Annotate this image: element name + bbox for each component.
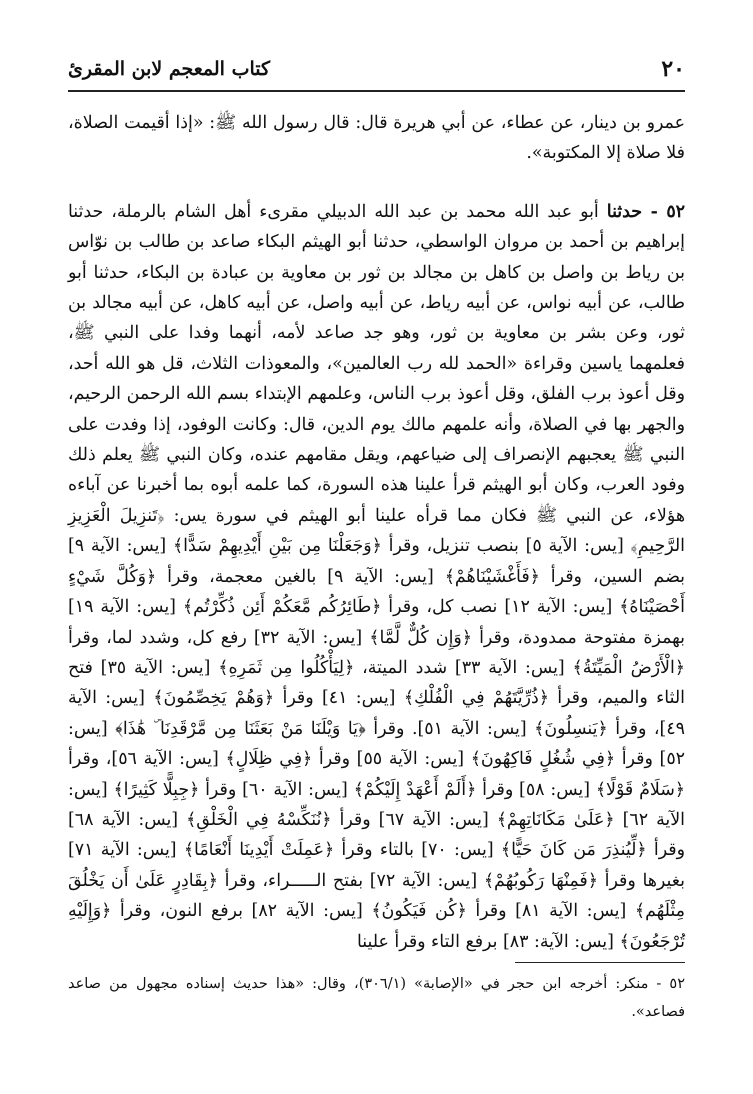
footnote-divider — [515, 962, 685, 963]
hadith-paragraph — [68, 197, 685, 957]
running-title: كتاب المعجم لابن المقرئ — [68, 58, 271, 80]
hadith-number: ٥٢ - حدثنا — [606, 201, 686, 222]
footnote-text: ٥٢ - منكر: أخرجه ابن حجر في «الإصابة» (٣٠٦/١)، وقال: «هذا حديث إسناده مجهول من صاعد فصاعد». — [68, 976, 685, 1020]
page-header — [68, 50, 685, 92]
page-number: ٢٠ — [661, 56, 685, 82]
continuation-paragraph: عمرو بن دينار، عن عطاء، عن أبي هريرة قال: قال رسول الله ﷺ: «إذا أقيمت الصلاة، فلا صلاة إلا المكتوبة». — [68, 113, 685, 164]
paragraph-gap — [68, 169, 685, 197]
main-text — [68, 108, 685, 957]
hadith-text: أبو عبد الله محمد بن عبد الله الدبيلي مقرىء أهل الشام بالرملة، حدثنا إبراهيم بن أحمد بن مروان الواسطي، حدثنا أبو الهيثم البكاء صاعد بن طالب بن نوّاس بن رياط بن واصل بن كاهل بن مجالد بن ثور بن معاوية بن عبادة بن البكاء، حدثنا أبو طالب، عن أبيه نواس، عن أبيه رياط، عن أبيه واصل، عن أبيه كاهل، عن أبيه مجالد بن ثور، وعن بشر بن معاوية بن ثور، وهو جد صاعد لأمه، أنهما وفدا على النبي ﷺ، فعلمهما ياسين وقراءة «الحمد لله رب العالمين»، والمعوذات الثلاث، قل هو الله أحد، وقل أعوذ برب الفلق، وقل أعوذ برب الناس، وعلمهم الإبتداء بسم الله الرحمن الرحيم، والجهر بها في الصلاة، وأنه علمهم مالك يوم الدين، قال: وكانت الوفود، إذا وفدت على النبي ﷺ يعجبهم الإنصراف إلى ضياعهم، ويقل مقامهم عنده، وكان النبي ﷺ يعلم ذلك وفود العرب، وكان أبو الهيثم قرأ علينا هذه السورة، كما علمه أبوه بما أخبرنا عن آباءه هؤلاء، عن النبي ﷺ فكان مما قرأه علينا أبو الهيثم في سورة يس: ﴿تَنزِيلَ الْعَزِيزِ الرَّحِيمِ﴾ [يس: الآية ٥] بنصب تنزيل، وقرأ ﴿وَجَعَلْنَا مِن بَيْنِ أَيْدِيهِمْ سَدًّا﴾ [يس: الآية ٩] بضم السين، وقرأ ﴿فَأَغْشَيْنَاهُمْ﴾ [يس: الآية ٩] بالغين معجمة، وقرأ ﴿وَكُلَّ شَيْءٍ أَحْصَيْنَاهُ﴾ [يس: الآية ١٢] نصب كل، وقرأ ﴿طَائِرُكُم مَّعَكُمْ أَئِن ذُكِّرْتُم﴾ [يس: الآية ١٩] بهمزة مفتوحة ممدودة، وقرأ ﴿وَإِن كُلٌّ لَّمَّا﴾ [يس: الآية ٣٢] رفع كل، وشدد لما، وقرأ ﴿الْأَرْضُ الْمَيِّتَةُ﴾ [يس: الآية ٣٣] شدد الميتة، ﴿لِيَأْكُلُوا مِن ثَمَرِهِ﴾ [يس: الآية ٣٥] فتح الثاء والميم، وقرأ ﴿ذُرِّيَّتَهُمْ فِي الْفُلْكِ﴾ [يس: ٤١] وقرأ ﴿وَهُمْ يَخِصِّمُونَ﴾ [يس: الآية ٤٩]، وقرأ ﴿يَنسِلُونَ﴾ [يس: الآية ٥١]. وقرأ ﴿يَا وَيْلَنَا مَنْ بَعَثَنَا مِن مَّرْقَدِنَا ۜ هَٰذَا﴾ [يس: ٥٢] وقرأ ﴿فِي شُغُلٍ فَاكِهُونَ﴾ [يس: الآية ٥٥] وقرأ ﴿فِي ظِلَالٍ﴾ [يس: الآية ٥٦]، وقرأ ﴿سَلَامٌ قَوْلًا﴾ [يس: ٥٨] وقرأ ﴿أَلَمْ أَعْهَدْ إِلَيْكُمْ﴾ [يس: الآية ٦٠] وقرأ ﴿جِبِلًّا كَثِيرًا﴾ [يس: الآية ٦٢] ﴿عَلَىٰ مَكَانَاتِهِمْ﴾ [يس: الآية ٦٧] وقرأ ﴿نُنَكِّسْهُ فِي الْخَلْقِ﴾ [يس: الآية ٦٨] وقرأ ﴿لِّيُنذِرَ مَن كَانَ حَيًّا﴾ [يس: ٧٠] بالتاء وقرأ ﴿عَمِلَتْ أَيْدِينَا أَنْعَامًا﴾ [يس: الآية ٧١] بغيرها وقرأ ﴿فَمِنْهَا رَكُوبُهُمْ﴾ [يس: الآية ٧٢] بفتح الـــــراء، وقرأ ﴿بِقَادِرٍ عَلَىٰ أَن يَخْلُقَ مِثْلَهُم﴾ [يس: الآية ٨١] وقرأ ﴿كُن فَيَكُونُ﴾ [يس: الآية ٨٢] برفع النون، وقرأ ﴿وَإِلَيْهِ تُرْجَعُونَ﴾ [يس: الآية: ٨٣] برفع التاء وقرأ علينا — [68, 201, 686, 952]
footnote — [68, 970, 685, 1026]
